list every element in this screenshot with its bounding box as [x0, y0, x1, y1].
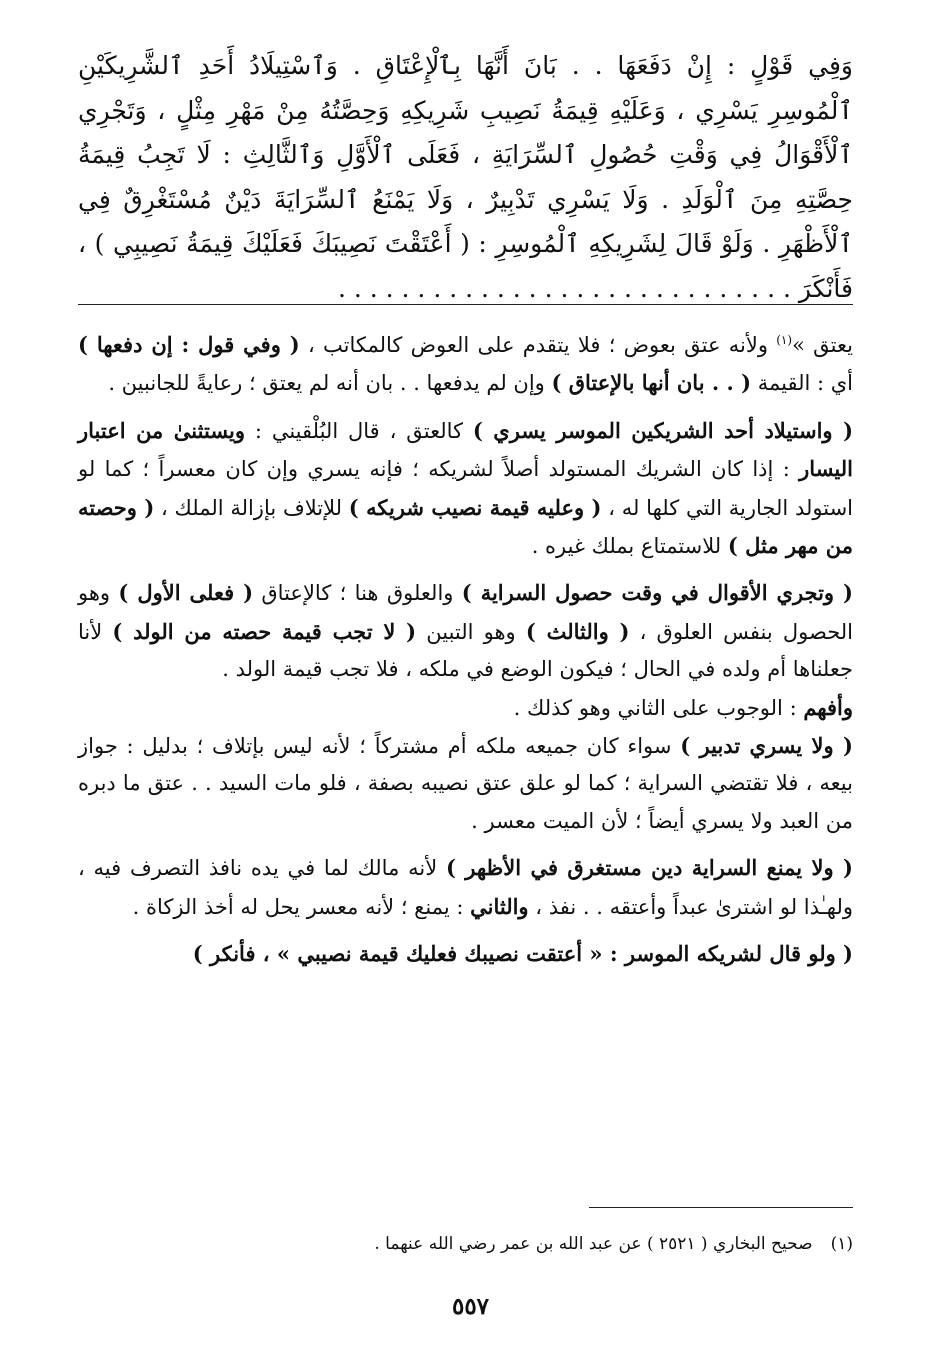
commentary-paragraph-4: وأفهم : الوجوب على الثاني وهو كذلك . — [513, 694, 853, 720]
footnote-reference: (١) — [776, 333, 793, 347]
commentary — [78, 322, 853, 983]
footnote — [78, 1230, 853, 1258]
commentary-paragraph-6: ( ولا يمنع السراية دين مستغرق في الأظهر ) لأنه مالك لما في يده نافذ التصرف فيه ، ولهـٰذا لو اشترىٰ عبداً وأعتقه . . نفذ ، والثاني : يمنع ؛ لأنه معسر يحل له أخذ الزكاة . — [78, 855, 853, 919]
commentary-paragraph-1: يعتق »$^{(١)}$ ولأنه عتق بعوض ؛ فلا يتقدم على العوض كالمكاتب ، ( وفي قول : إن دفعها ) أي : القيمة ( . . بان أنها بالإعتاق ) وإن لم يدفعها . . بان أنه لم يعتق ؛ رعايةً للجانبين . — [78, 332, 853, 396]
main-divider — [78, 304, 853, 305]
matn-body: وَفِي قَوْلٍ : إِنْ دَفَعَهَا . . بَانَ أَنَّهَا بِٱلْإِعْتَاقِ . وَٱسْتِيلَادُ أَحَدِ ٱلشَّرِيكَيْنِ ٱلْمُوسِرِ يَسْرِي ، وَعَلَيْهِ قِيمَةُ نَصِيبِ شَرِيكِهِ وَحِصَّتُهُ مِنْ مَهْرِ مِثْلٍ ، وَتَجْرِي ٱلْأَقْوَالُ فِي وَقْتِ حُصُولِ ٱلسِّرَايَةِ ، فَعَلَى ٱلْأَوَّلِ وَٱلثَّالِثِ : لَا تَجِبُ قِيمَةُ حِصَّتِهِ مِنَ ٱلْوَلَدِ . وَلَا يَسْرِي تَدْبِيرٌ ، وَلَا يَمْنَعُ ٱلسِّرَايَةَ دَيْنٌ مُسْتَغْرِقٌ فِي ٱلْأَظْهَرِ . وَلَوْ قَالَ لِشَرِيكِهِ ٱلْمُوسِرِ : ( أَعْتَقْتَ نَصِيبَكَ فَعَلَيْكَ قِيمَةُ نَصِيبِي ) ، فَأَنْكَرَ . . . . . . . . . . . . . . . . . . . . . . . . . . . . . — [78, 51, 853, 303]
commentary-paragraph-2: ( واستيلاد أحد الشريكين الموسر يسري ) كالعتق ، قال البُلْقيني : ويستثنىٰ من اعتبار اليسار : إذا كان الشريك المستولد أصلاً لشريكه ؛ فإنه يسري وإن كان معسراً ؛ كما لو استولد الجارية التي كلها له ، ( وعليه قيمة نصيب شريكه ) للإتلاف بإزالة الملك ، ( وحصته من مهر مثل ) للاستمتاع بملك غيره . — [78, 417, 854, 559]
footnote-divider — [589, 1207, 853, 1208]
commentary-paragraph-5: ( ولا يسري تدبير ) سواء كان جميعه ملكه أم مشتركاً ؛ لأنه ليس بإتلاف ؛ بدليل : جواز بيعه ، فلا تقتضي السراية ؛ كما لو علق عتق نصيبه بصفة ، فلو مات السيد . . عتق ما دبره من العبد ولا يسري أيضاً ؛ لأن الميت معسر . — [78, 733, 853, 833]
page-number: ٥٥٧ — [451, 1293, 490, 1320]
commentary-paragraph-3: ( وتجري الأقوال في وقت حصول السراية ) والعلوق هنا ؛ كالإعتاق ( فعلى الأول ) وهو الحصول بنفس العلوق ، ( والثالث ) وهو التبين ( لا تجب قيمة حصته من الولد ) لأنا جعلناها أم ولده في الحال ؛ فيكون الوضع في ملكه ، فلا تجب قيمة الولد . — [78, 580, 853, 682]
matn-text — [78, 44, 853, 311]
footnote-text: صحيح البخاري ( ٢٥٢١ ) عن عبد الله بن عمر رضي الله عنهما . — [374, 1234, 813, 1254]
commentary-paragraph-7: ( ولو قال لشريكه الموسر : « أعتقت نصيبك فعليك قيمة نصيبي » ، فأنكر ) — [192, 941, 853, 967]
footnote-number: (١) — [830, 1234, 853, 1254]
